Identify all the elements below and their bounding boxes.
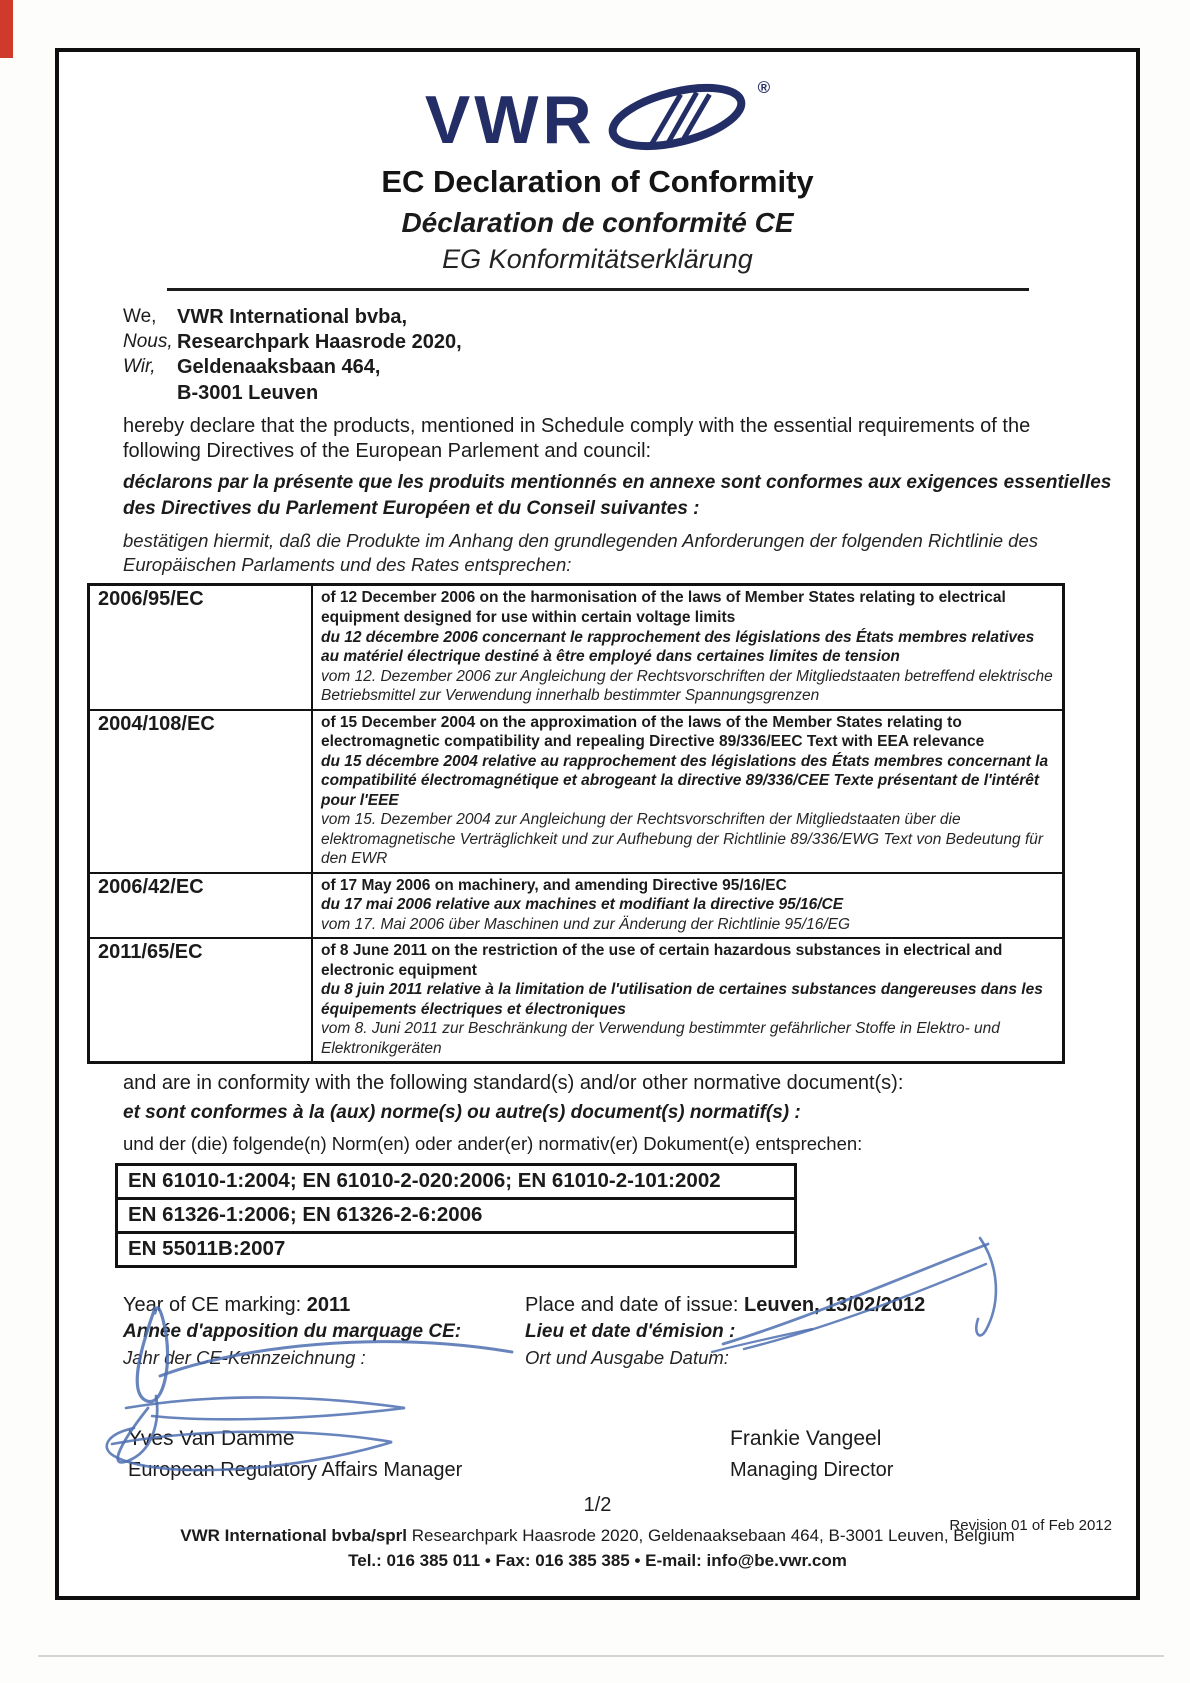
year-label-en: Year of CE marking: (123, 1294, 307, 1317)
directive-text-fr: du 15 décembre 2004 relative au rapprochement des législations des États membres concernant la compatibilité électromagnétique et abrogeant la directive 89/336/CEE Texte présentant de l'intérêt pour l'EEE (321, 752, 1049, 809)
declarant-address-line3: B-3001 Leuven (177, 381, 319, 404)
title-de: EG Konformitätserklärung (442, 244, 753, 274)
revision-note: Revision 01 of Feb 2012 (949, 1517, 1112, 1534)
scan-artifact-red-mark (0, 0, 13, 58)
directive-text-de: vom 12. Dezember 2006 zur Angleichung der Rechtsvorschriften der Mitgliedstaaten betreffend elektrische Betriebsmittel zur Verwendung innerhalb bestimmter Spannungsgrenzen (321, 667, 1053, 705)
footer-contact: Tel.: 016 385 011 • Fax: 016 385 385 • E-mail: info@be.vwr.com (348, 1551, 847, 1571)
vwr-wordmark: VWR (424, 81, 596, 158)
vwr-swoosh-icon (602, 76, 752, 163)
standards-list (115, 1163, 797, 1268)
directive-description (312, 938, 1064, 1063)
directive-code: 2006/95/EC (89, 585, 313, 710)
header-rule (167, 288, 1029, 291)
declaration-statement-en: hereby declare that the products, mentioned in Schedule comply with the essential requirements of the following Directives of the European Parlement and council: (123, 414, 1031, 463)
signatory-title: Managing Director (730, 1459, 894, 1482)
paper-edge-shadow (38, 1655, 1164, 1657)
title-fr: Déclaration de conformité CE (401, 207, 794, 238)
footer-company-name: VWR International bvba/sprl (180, 1526, 407, 1546)
registered-trademark-symbol: ® (757, 78, 771, 97)
place-label-de: Ort und Ausgabe Datum: (525, 1347, 729, 1369)
logo-row (59, 76, 1136, 158)
declaration-statement-de: bestätigen hiermit, daß die Produkte im Anhang den grundlegenden Anforderungen der folgenden Richtlinie des Europäischen Parlaments und des Rates entsprechen: (123, 530, 1038, 576)
declarant-address-line2: Geldenaaksbaan 464, (177, 356, 381, 379)
conformity-block (123, 1072, 1136, 1155)
certificate-frame (55, 48, 1140, 1600)
signatory-name: Yves Van Damme (128, 1427, 295, 1451)
declarant-label-de: Wir, (123, 356, 156, 378)
vwr-logo (425, 76, 770, 163)
directive-text-de: vom 8. Juni 2011 zur Beschränkung der Verwendung bestimmter gefährlicher Stoffe in Elektro- und Elektronikgeräten (321, 1020, 1000, 1057)
standard-box: EN 61326-1:2006; EN 61326-2-6:2006 (115, 1197, 797, 1234)
directive-text-fr: du 17 mai 2006 relative aux machines et modifiant la directive 95/16/CE (321, 896, 844, 914)
declarant-company-name: VWR International bvba, (177, 306, 408, 328)
signatory-left (128, 1427, 730, 1482)
conformity-statement-en: and are in conformity with the following standard(s) and/or other normative document(s): (123, 1072, 904, 1095)
ce-marking-block (123, 1294, 525, 1369)
table-row (89, 873, 1064, 939)
directive-code: 2011/65/EC (89, 938, 313, 1063)
directive-text-fr: du 12 décembre 2006 concernant le rapprochement des législations des États membres relatives au matériel électrique destiné à être employé dans certaines limites de tension (321, 628, 1035, 666)
table-row (89, 710, 1064, 873)
directive-text-en: of 12 December 2006 on the harmonisation of the laws of Member States relating to electrical equipment designed for use within certain voltage limits (321, 589, 1006, 626)
declarant-label-blank (123, 381, 177, 406)
place-label-en: Place and date of issue: (525, 1294, 745, 1317)
conformity-statement-de: und der (die) folgende(n) Norm(en) oder ander(er) normativ(er) Dokument(e) entsprechen: (123, 1133, 863, 1155)
year-label-de: Jahr der CE-Kennzeichnung : (123, 1347, 366, 1369)
directive-text-fr: du 8 juin 2011 relative à la limitation de l'utilisation de certaines substances dangereuses dans les équipements électriques et électroniques (321, 981, 1043, 1018)
signatory-name: Frankie Vangeel (730, 1427, 882, 1451)
directive-text-en: of 17 May 2006 on machinery, and amending Directive 95/16/EC (321, 876, 787, 894)
signatory-right (730, 1427, 893, 1482)
declarant-address-line1: Researchpark Haasrode 2020, (177, 331, 462, 354)
directives-table (87, 583, 1065, 1064)
standard-box: EN 61010-1:2004; EN 61010-2-020:2006; EN 61010-2-101:2002 (115, 1163, 797, 1200)
signatory-title: European Regulatory Affairs Manager (128, 1459, 463, 1482)
declarant-label-en: We, (123, 306, 157, 327)
footer-company-address: Researchpark Haasrode 2020, Geldenaaksebaan 464, B-3001 Leuven, Belgium (407, 1526, 1015, 1546)
year-value: 2011 (306, 1294, 351, 1317)
directive-description (312, 710, 1064, 873)
page-number: 1/2 (583, 1494, 612, 1517)
standard-box: EN 55011B:2007 (115, 1231, 797, 1268)
year-of-ce-marking (123, 1294, 525, 1317)
directive-text-en: of 8 June 2011 on the restriction of the use of certain hazardous substances in electrical and electronic equipment (321, 942, 1003, 979)
place-value: Leuven, 13/02/2012 (744, 1294, 926, 1317)
place-date-block (525, 1294, 925, 1369)
title-en: EC Declaration of Conformity (381, 164, 814, 199)
signatories-row (128, 1427, 1136, 1482)
year-label-fr: Année d'apposition du marquage CE: (123, 1321, 462, 1343)
issue-row (123, 1294, 1136, 1369)
directive-text-de: vom 15. Dezember 2004 zur Angleichung der Rechtsvorschriften der Mitgliedstaaten über die elektromagnetische Verträglichkeit und zur Aufhebung der Richtlinie 89/336/EWG Text von Bedeutung für den EWR (321, 811, 1044, 868)
place-and-date-of-issue (525, 1294, 925, 1317)
declaration-statement-fr: déclarons par la présente que les produits mentionnés en annexe sont conformes aux exigences essentielles des Directives du Parlement Européen et du Conseil suivantes : (123, 471, 1112, 520)
directive-text-de: vom 17. Mai 2006 über Maschinen und zur Änderung der Richtlinie 95/16/EG (321, 915, 851, 933)
declarant-label-fr: Nous, (123, 331, 173, 353)
table-row (89, 585, 1064, 710)
directive-code: 2006/42/EC (89, 873, 313, 939)
directive-description (312, 873, 1064, 939)
directive-code: 2004/108/EC (89, 710, 313, 873)
directive-description (312, 585, 1064, 710)
table-row (89, 938, 1064, 1063)
place-label-fr: Lieu et date d'émision : (525, 1321, 736, 1343)
declarant-block (123, 305, 1136, 406)
conformity-statement-fr: et sont conformes à la (aux) norme(s) ou autre(s) document(s) normatif(s) : (123, 1102, 801, 1124)
directive-text-en: of 15 December 2004 on the approximation of the laws of the Member States relating to electromagnetic compatibility and repealing Directive 89/336/EEC Text with EEA relevance (321, 713, 985, 751)
